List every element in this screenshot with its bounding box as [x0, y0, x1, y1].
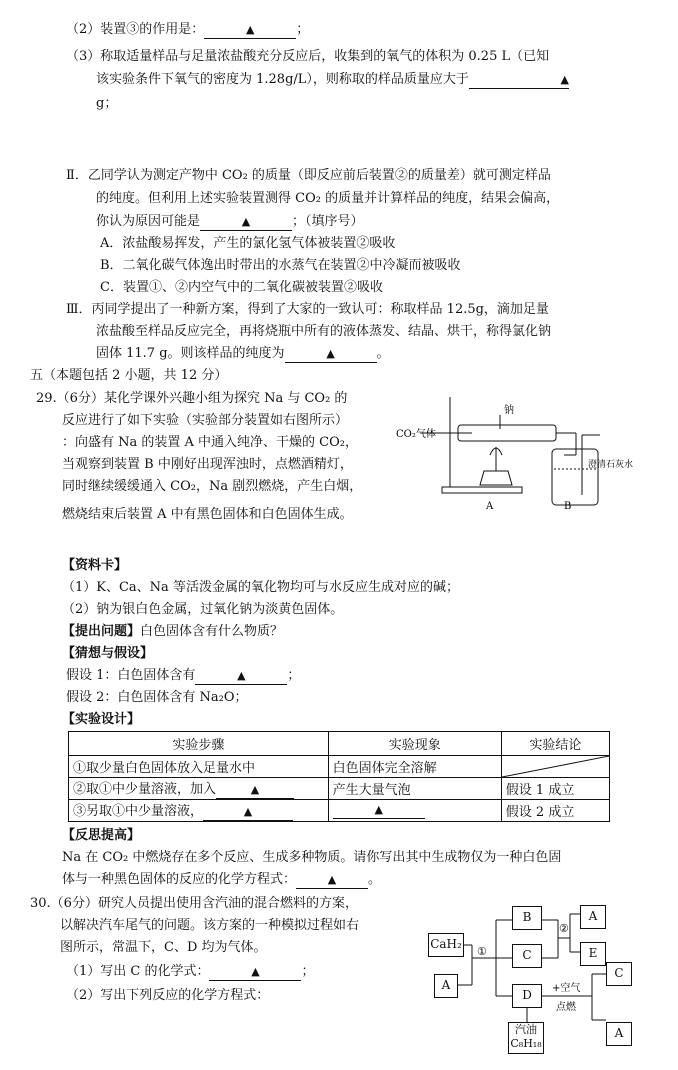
answer-blank[interactable]: ▲ [296, 872, 368, 889]
data-card-1: （1）K、Ca、Na 等活泼金属的氧化物均可与水反应生成对应的碱； [62, 580, 459, 595]
answer-blank[interactable]: ▲ [216, 782, 294, 799]
part2-line-1: Ⅱ．乙同学认为测定产物中 CO₂ 的质量（即反应前后装置②的质量差）就可测定样品 [66, 168, 551, 183]
option-c: C．装置①、②内空气中的二氧化碳被装置②吸收 [100, 280, 383, 295]
air-label: +空气 [552, 983, 581, 994]
apparatus-figure [392, 385, 678, 520]
table-row: ③另取①中少量溶液， ▲ ▲ 假设 2 成立 [69, 800, 610, 822]
answer-blank[interactable]: ▲ [285, 346, 377, 363]
experiment-table [68, 731, 610, 822]
q29-line-3: ：向盛有 Na 的装置 A 中通入纯净、干燥的 CO₂， [62, 435, 358, 450]
q30-line-3: 图所示，常温下，C、D 均为气体。 [60, 940, 267, 955]
table-header: 实验结论 [501, 732, 609, 756]
answer-blank[interactable]: ▲ [333, 802, 425, 819]
box-e: E [580, 942, 606, 966]
box-fuel: 汽油 C₈H₁₈ [508, 1022, 544, 1054]
part3-line-2: 浓盐酸至样品反应完全，再将烧瓶中所有的液体蒸发、结晶、烘干，称得氯化钠 [96, 324, 552, 339]
answer-blank[interactable]: ▲ [204, 22, 296, 39]
q29-line-2: 反应进行了如下实验（实验部分装置如右图所示） [62, 413, 349, 428]
table-header: 实验步骤 [69, 732, 329, 756]
hypothesis-1: 假设 1：白色固体含有 ▲ ； [66, 668, 301, 683]
a-label: A [486, 501, 494, 512]
table-row: ②取①中少量溶液，加入 ▲ 产生大量气泡 假设 1 成立 [69, 778, 610, 800]
reflection-line-2: 体与一种黑色固体的反应的化学方程式： ▲ 。 [62, 872, 382, 887]
answer-blank[interactable]: ▲ [469, 72, 569, 89]
table-row: ①取少量白色固体放入足量水中 白色固体完全溶解 [69, 756, 610, 778]
answer-blank[interactable]: ▲ [200, 214, 292, 231]
part3-line-1: Ⅲ．丙同学提出了一种新方案，得到了大家的一致认可：称取样品 12.5g，滴加足量 [66, 302, 549, 317]
question-line: 【提出问题】白色固体含有什么物质？ [62, 624, 284, 639]
part2-line-2: 的纯度。但利用上述实验装置测得 CO₂ 的质量并计算样品的纯度，结果会偏高， [96, 191, 560, 206]
part2-line-3: 你认为原因可能是 ▲ ；（填序号） [96, 214, 364, 229]
q3-line-3: g； [96, 96, 118, 111]
q29-line-1: 29.（6分）某化学课外兴趣小组为探究 Na 与 CO₂ 的 [36, 391, 348, 406]
co2-label: CO₂气体 [396, 429, 436, 440]
b-label: B [564, 501, 572, 512]
q3-line-2: 该实验条件下氧气的密度为 1.28g/L），则称取的样品质量应大于 ▲ [96, 72, 569, 87]
reflection-heading: 【反思提高】 [62, 828, 141, 843]
flow-lines [420, 900, 678, 1060]
step-1-label: ① [477, 945, 487, 958]
box-b: B [512, 906, 542, 930]
limewater-label: 澄清石灰水 [588, 460, 634, 470]
box-c: C [512, 944, 542, 968]
na-label: 钠 [504, 405, 514, 416]
design-heading: 【实验设计】 [62, 712, 141, 727]
part3-line-3: 固体 11.7 g。则该样品的纯度为 ▲ 。 [96, 346, 390, 361]
reflection-line-1: Na 在 CO₂ 中燃烧存在多个反应、生成多种物质。请你写出其中生成物仅为一种白色固 [62, 850, 562, 865]
answer-blank[interactable]: ▲ [195, 668, 287, 685]
q3-line-1: （3）称取适量样品与足量浓盐酸充分反应后，收集到的氧气的体积为 0.25 L（已知 [66, 49, 550, 64]
data-card-heading: 【资料卡】 [62, 558, 128, 573]
box-a3: A [606, 1022, 632, 1046]
box-c2: C [606, 962, 632, 986]
box-a: A [434, 974, 458, 998]
answer-blank[interactable]: ▲ [209, 964, 301, 981]
step-2-label: ② [559, 922, 569, 935]
box-d: D [512, 984, 542, 1008]
q29-line-5: 同时继续缓缓通入 CO₂，Na 剧烈燃烧，产生白烟， [62, 479, 363, 494]
q29-line-4: 当观察到装置 B 中刚好出现浑浊时，点燃酒精灯， [62, 457, 353, 472]
data-card-2: （2）钠为银白色金属，过氧化钠为淡黄色固体。 [62, 602, 344, 617]
q30-line-2: 以解决汽车尾气的问题。该方案的一种模拟过程如右 [60, 918, 360, 933]
option-a: A．浓盐酸易挥发，产生的氯化氢气体被装置②吸收 [100, 236, 396, 251]
q30-sub-1: （1）写出 C 的化学式： ▲ ； [66, 964, 315, 979]
box-a2: A [580, 905, 606, 929]
hypothesis-heading: 【猜想与假设】 [62, 646, 154, 661]
q30-line-1: 30.（6分）研究人员提出使用含汽油的混合燃料的方案， [30, 896, 358, 911]
q29-line-6: 燃烧结束后装置 A 中有黑色固体和白色固体生成。 [62, 507, 353, 522]
answer-blank[interactable]: ▲ [203, 804, 293, 821]
q30-sub-2: （2）写出下列反应的化学方程式： [66, 988, 270, 1003]
ignite-label: 点燃 [556, 1002, 576, 1013]
box-cah2: CaH₂ [428, 933, 464, 957]
section-five-heading: 五（本题包括 2 小题，共 12 分） [30, 368, 228, 383]
table-header: 实验现象 [328, 732, 501, 756]
option-b: B．二氧化碳气体逸出时带出的水蒸气在装置②中冷凝而被吸收 [100, 258, 461, 273]
hypothesis-2: 假设 2：白色固体含有 Na₂O； [66, 690, 248, 705]
q2-line: （2）装置③的作用是： ▲ ； [66, 22, 310, 37]
